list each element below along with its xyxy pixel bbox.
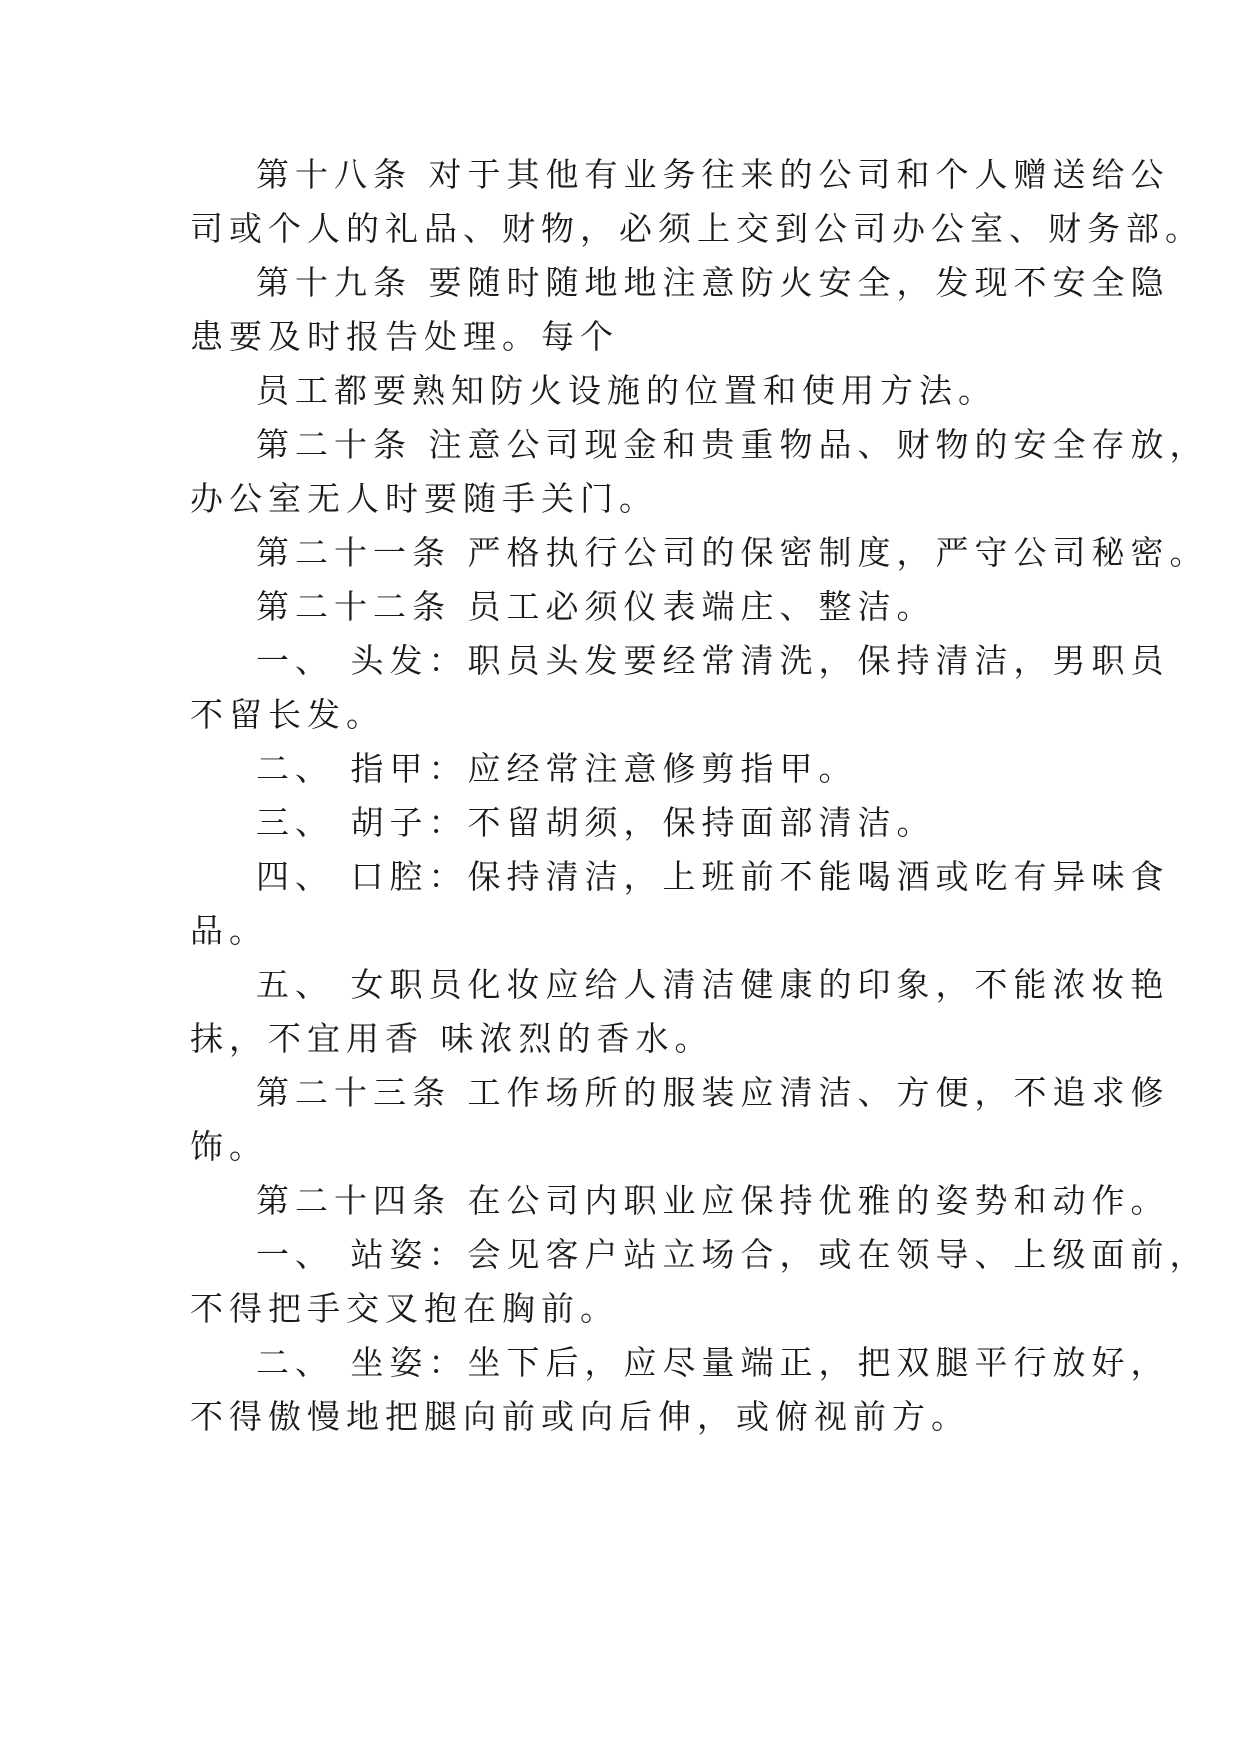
text-line: 饰。 (190, 1127, 268, 1166)
text-line: 第二十二条 员工必须仪表端庄、整洁。 (256, 587, 936, 626)
text-line: 二、 指甲：应经常注意修剪指甲。 (256, 749, 858, 788)
text-line: 第十八条 对于其他有业务往来的公司和个人赠送给公 (256, 155, 1170, 194)
text-line: 第十九条 要随时随地地注意防火安全，发现不安全隐 (256, 263, 1170, 302)
text-line: 不留长发。 (190, 695, 385, 734)
text-line: 第二十条 注意公司现金和贵重物品、财物的安全存放， (256, 425, 1209, 464)
text-line: 办公室无人时要随手关门。 (190, 479, 658, 518)
text-line: 四、 口腔：保持清洁，上班前不能喝酒或吃有异味食 (256, 857, 1170, 896)
text-line: 二、 坐姿：坐下后，应尽量端正，把双腿平行放好， (256, 1343, 1170, 1382)
text-line: 患要及时报告处理。每个 (190, 317, 619, 356)
text-line: 一、 头发：职员头发要经常清洗，保持清洁，男职员 (256, 641, 1170, 680)
text-line: 员工都要熟知防火设施的位置和使用方法。 (256, 371, 997, 410)
text-line: 五、 女职员化妆应给人清洁健康的印象，不能浓妆艳 (256, 965, 1170, 1004)
text-line: 不得傲慢地把腿向前或向后伸，或俯视前方。 (190, 1397, 970, 1436)
text-line: 司或个人的礼品、财物，必须上交到公司办公室、财务部。 (190, 209, 1204, 248)
text-line: 第二十三条 工作场所的服装应清洁、方便，不追求修 (256, 1073, 1170, 1112)
text-line: 一、 站姿：会见客户站立场合，或在领导、上级面前， (256, 1235, 1209, 1274)
text-line: 品。 (190, 911, 268, 950)
text-line: 抹，不宜用香 味浓烈的香水。 (190, 1019, 714, 1058)
text-line: 第二十四条 在公司内职业应保持优雅的姿势和动作。 (256, 1181, 1170, 1220)
text-line: 三、 胡子：不留胡须，保持面部清洁。 (256, 803, 936, 842)
text-line: 不得把手交叉抱在胸前。 (190, 1289, 619, 1328)
text-line: 第二十一条 严格执行公司的保密制度，严守公司秘密。 (256, 533, 1209, 572)
